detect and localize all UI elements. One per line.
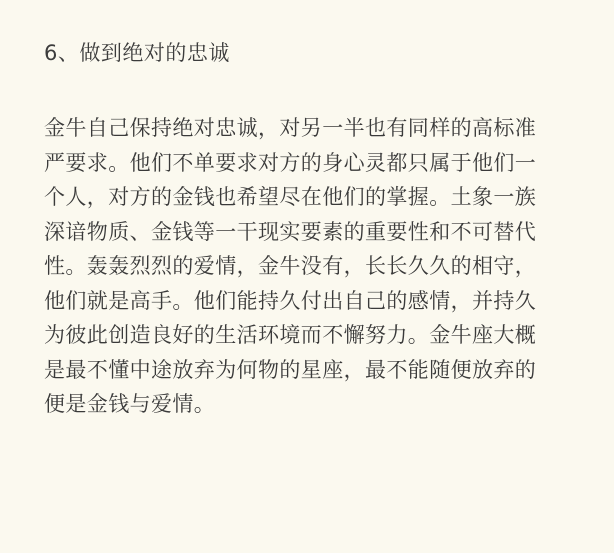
paragraph-line: 深谙物质、金钱等一干现实要素的重要性和不可替代 (44, 219, 537, 244)
section-heading: 6、做到绝对的忠诚 (44, 41, 230, 65)
article-body (44, 111, 584, 422)
paragraph-line: 便是金钱与爱情。 (44, 392, 216, 416)
paragraph-line: 他们就是高手。他们能持久付出自己的感情，并持久 (44, 288, 537, 313)
paragraph-line: 性。轰轰烈烈的爱情，金牛没有，长长久久的相守， (44, 254, 537, 278)
paragraph-line: 金牛自己保持绝对忠诚，对另一半也有同样的高标准 (44, 116, 537, 140)
paragraph-line: 个人，对方的金钱也希望尽在他们的掌握。土象一族 (44, 185, 537, 209)
paragraph-line: 严要求。他们不单要求对方的身心灵都只属于他们一 (44, 150, 537, 175)
paragraph-line: 是最不懂中途放弃为何物的星座，最不能随便放弃的 (44, 357, 537, 382)
paragraph-line: 为彼此创造良好的生活环境而不懈努力。金牛座大概 (44, 323, 537, 347)
